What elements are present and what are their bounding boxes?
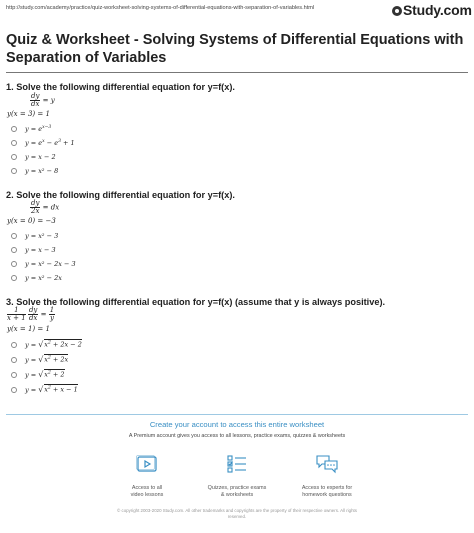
radio-button[interactable]: [11, 140, 17, 146]
option-1d[interactable]: y = x² − 8: [11, 166, 58, 175]
question-3-equation: $\frac{1}{x + 1}$ $\frac{dy}{dx}$ = $\frac{1}{y}$: [7, 306, 55, 322]
chat-bubbles-icon: [315, 452, 339, 476]
question-3-condition: y(x = 1) = 1: [7, 325, 50, 333]
radio-button[interactable]: [11, 357, 17, 363]
option-1c[interactable]: y = x − 2: [11, 152, 56, 161]
option-3d[interactable]: y = √ $x^2 + x - 1$: [11, 385, 78, 394]
question-2-condition: y(x = 0) = −3: [7, 217, 56, 225]
question-2: [6, 190, 466, 200]
radio-button[interactable]: [11, 233, 17, 239]
checklist-icon: [225, 452, 249, 476]
radio-button[interactable]: [11, 342, 17, 348]
logo-mark-icon: [392, 6, 402, 16]
feature-quizzes: Quizzes, practice exams & worksheets: [192, 452, 282, 499]
video-play-icon: [135, 452, 159, 476]
question-text: 2. Solve the following differential equation for y=f(x).: [6, 190, 235, 200]
question-1-condition: y(x = 3) = 1: [7, 110, 50, 118]
study-logo[interactable]: Study.com: [392, 2, 472, 18]
cta-title[interactable]: Create your account to access this entire worksheet: [149, 420, 325, 429]
title-divider: [6, 72, 468, 73]
option-3c[interactable]: y = √ $x^2 + 2$: [11, 370, 65, 379]
page-title: Quiz & Worksheet - Solving Systems of Differential Equations with Separation of Variables: [6, 32, 464, 66]
radio-button[interactable]: [11, 168, 17, 174]
radio-button[interactable]: [11, 387, 17, 393]
option-2b[interactable]: y = x − 3: [11, 245, 56, 254]
question-2-equation: $\frac{dy}{2x}$ = dx: [31, 199, 60, 215]
feature-experts: Access to experts for homework questions: [282, 452, 372, 499]
question-text: 1. Solve the following differential equation for y=f(x).: [6, 82, 235, 92]
radio-button[interactable]: [11, 154, 17, 160]
question-1: [6, 82, 466, 92]
option-1b[interactable]: $y = e^x - e^3 + 1$: [11, 138, 75, 147]
cta-divider: [6, 414, 468, 415]
question-3: [6, 297, 466, 307]
page-url: http://study.com/academy/practice/quiz-worksheet-solving-systems-of-differential-equations-with-separation-of-variables.html: [6, 5, 315, 11]
option-3b[interactable]: y = √ $x^2 + 2x$: [11, 355, 68, 364]
option-2d[interactable]: y = x² − 2x: [11, 273, 62, 282]
radio-button[interactable]: [11, 372, 17, 378]
question-text: 3. Solve the following differential equation for y=f(x) (assume that y is always positive).: [6, 297, 386, 307]
option-2a[interactable]: y = x² − 3: [11, 231, 58, 240]
radio-button[interactable]: [11, 261, 17, 267]
option-3a[interactable]: y = √ $x^2 + 2x - 2$: [11, 340, 82, 349]
option-2c[interactable]: y = x² − 2x − 3: [11, 259, 76, 268]
option-1a[interactable]: $y = e^{x-3}$: [11, 124, 51, 133]
radio-button[interactable]: [11, 247, 17, 253]
cta-subtitle: A Premium account gives you access to all lessons, practice exams, quizzes & worksheets: [128, 433, 346, 439]
radio-button[interactable]: [11, 126, 17, 132]
radio-button[interactable]: [11, 275, 17, 281]
question-1-equation: $\frac{dy}{dx}$ = y: [31, 92, 55, 108]
copyright: © copyright 2003-2020 Study.com. All other trademarks and copyrights are the property of their respective owners. All rights reserved.: [117, 508, 357, 519]
feature-video-lessons: Access to all video lessons: [102, 452, 192, 499]
